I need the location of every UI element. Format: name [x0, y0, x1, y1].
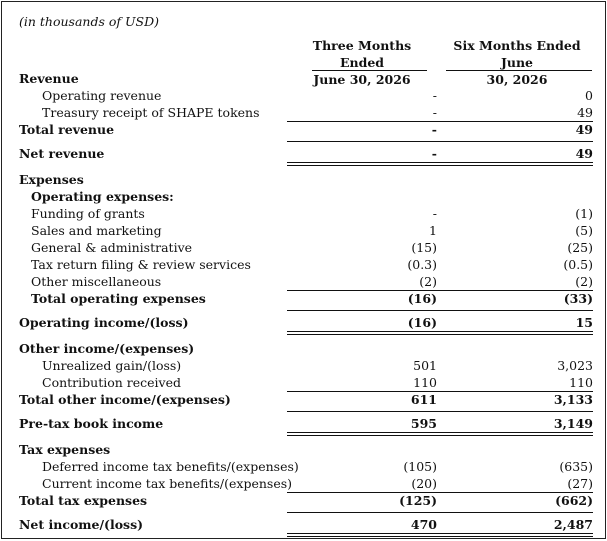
six-month-value: 3,133: [553, 392, 593, 407]
double-rule: [287, 162, 593, 166]
three-month-value: -: [432, 206, 437, 221]
row-label: Treasury receipt of SHAPE tokens: [42, 105, 260, 120]
three-month-value: (16): [407, 315, 437, 330]
row-label: Total tax expenses: [19, 493, 148, 508]
row-label: Unrealized gain/(loss): [42, 358, 182, 373]
row-general-administrative: [2, 239, 607, 256]
six-month-value: 49: [577, 105, 593, 120]
row-label: Net revenue: [19, 146, 105, 161]
row-funding-of-grants: [2, 205, 607, 222]
row-label: Operating income/(loss): [19, 315, 189, 330]
six-month-value: (0.5): [563, 257, 593, 272]
six-month-value: 3,149: [553, 416, 593, 431]
row-label: Total operating expenses: [31, 291, 206, 306]
row-label: Total revenue: [19, 122, 115, 137]
three-month-value: (16): [407, 291, 437, 306]
six-month-value: (635): [559, 459, 593, 474]
three-month-value: 110: [413, 375, 437, 390]
row-operating-income: [2, 314, 607, 331]
three-month-value: -: [431, 146, 437, 161]
row-other-miscellaneous: [2, 273, 607, 290]
six-month-value: (27): [567, 476, 593, 491]
units-note: (in thousands of USD): [19, 14, 159, 29]
three-month-value: 595: [410, 416, 437, 431]
row-unrealized-gain: [2, 357, 607, 374]
row-total-other-income: [2, 391, 607, 408]
six-month-value: (33): [563, 291, 593, 306]
income-statement: [1, 1, 606, 539]
column-header-six-months-line2: 30, 2026: [486, 72, 548, 87]
three-month-value: (2): [419, 274, 437, 289]
three-month-value: (15): [411, 240, 437, 255]
three-month-value: (0.3): [407, 257, 437, 272]
six-month-value: (1): [575, 206, 593, 221]
row-contribution-received: [2, 374, 607, 391]
row-label: Revenue: [19, 71, 79, 86]
rule: [287, 141, 593, 142]
six-month-value: 49: [575, 146, 593, 161]
row-label: Net income/(loss): [19, 517, 144, 532]
row-operating-expenses-heading: [2, 188, 607, 205]
six-month-value: (2): [575, 274, 593, 289]
row-label: Sales and marketing: [31, 223, 162, 238]
rule: [287, 512, 593, 513]
row-label: Other income/(expenses): [19, 341, 195, 356]
row-label: Pre-tax book income: [19, 416, 164, 431]
row-treasury-receipt: [2, 104, 607, 121]
row-total-revenue: [2, 121, 607, 138]
three-month-value: 501: [413, 358, 437, 373]
rule: [287, 411, 593, 412]
three-month-value: -: [432, 105, 437, 120]
row-sales-and-marketing: [2, 222, 607, 239]
row-label: Other miscellaneous: [31, 274, 162, 289]
row-label: Current income tax benefits/(expenses): [42, 476, 293, 491]
six-month-value: 110: [569, 375, 593, 390]
row-tax-return-filing: [2, 256, 607, 273]
six-month-value: 2,487: [553, 517, 593, 532]
three-month-value: (125): [399, 493, 437, 508]
row-operating-revenue: [2, 87, 607, 104]
three-month-value: 1: [429, 223, 437, 238]
row-net-income: [2, 516, 607, 533]
three-month-value: -: [432, 88, 437, 103]
three-month-value: -: [431, 122, 437, 137]
row-current-income-tax: [2, 475, 607, 492]
row-deferred-income-tax: [2, 458, 607, 475]
row-expenses-heading: [2, 171, 607, 188]
row-label: General & administrative: [31, 240, 193, 255]
row-total-tax-expenses: [2, 492, 607, 509]
row-pre-tax-book-income: [2, 415, 607, 432]
column-header-six-months-line1: Six Months Ended June: [453, 38, 581, 70]
double-rule: [287, 331, 593, 335]
six-month-value: 49: [575, 122, 593, 137]
six-month-value: (662): [555, 493, 593, 508]
three-month-value: 611: [410, 392, 437, 407]
double-rule: [287, 432, 593, 436]
three-month-value: 470: [410, 517, 437, 532]
row-label: Expenses: [19, 172, 84, 187]
row-label: Operating expenses:: [31, 189, 174, 204]
row-other-income-heading: [2, 340, 607, 357]
column-header-three-months-line1: Three Months Ended: [312, 38, 412, 70]
six-month-value: 3,023: [557, 358, 593, 373]
six-month-value: 15: [575, 315, 593, 330]
row-net-revenue: [2, 145, 607, 162]
row-label: Funding of grants: [31, 206, 145, 221]
six-month-value: (5): [575, 223, 593, 238]
three-month-value: (105): [403, 459, 437, 474]
column-header-three-months-line2: June 30, 2026: [313, 72, 411, 87]
row-label: Deferred income tax benefits/(expenses): [42, 459, 299, 474]
row-label: Operating revenue: [42, 88, 162, 103]
row-label: Tax return filing & review services: [31, 257, 251, 272]
row-tax-expenses-heading: [2, 441, 607, 458]
row-label: Contribution received: [42, 375, 181, 390]
six-month-value: (25): [567, 240, 593, 255]
row-label: Total other income/(expenses): [19, 392, 231, 407]
three-month-value: (20): [411, 476, 437, 491]
row-label: Tax expenses: [19, 442, 111, 457]
double-rule: [287, 533, 593, 537]
row-revenue-heading: [2, 70, 607, 87]
row-total-operating-expenses: [2, 290, 607, 307]
six-month-value: 0: [585, 88, 593, 103]
rule: [287, 310, 593, 311]
